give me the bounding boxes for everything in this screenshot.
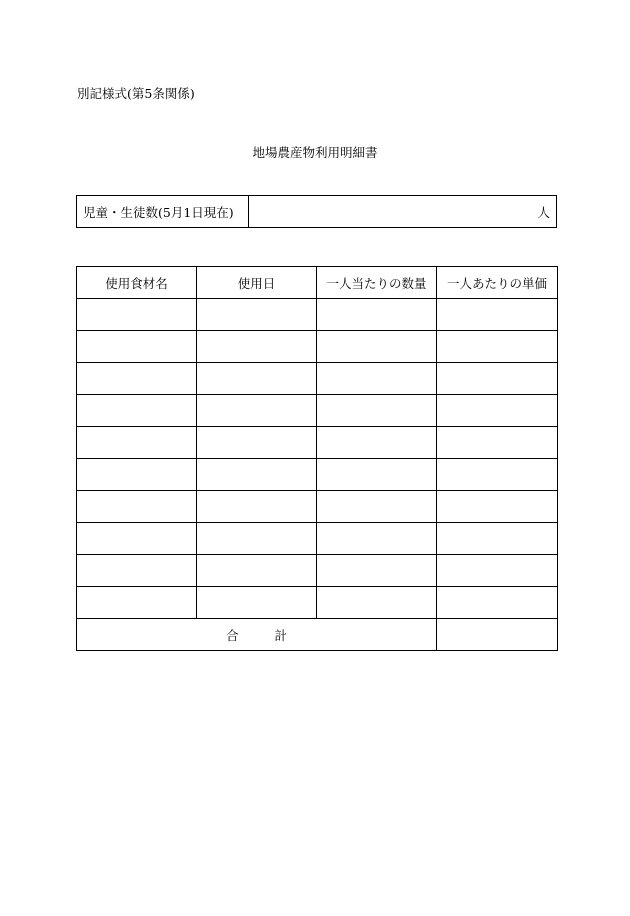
ingredient-detail-table (76, 266, 558, 651)
table-row (77, 523, 558, 555)
quantity-cell[interactable] (317, 459, 437, 491)
ingredient-name-cell[interactable] (77, 363, 197, 395)
quantity-cell[interactable] (317, 395, 437, 427)
ingredient-name-cell[interactable] (77, 587, 197, 619)
ingredient-name-cell[interactable] (77, 427, 197, 459)
total-label-right: 計 (274, 627, 288, 643)
quantity-cell[interactable] (317, 331, 437, 363)
usage-date-cell[interactable] (197, 395, 317, 427)
unit-price-cell[interactable] (437, 459, 558, 491)
table-row (77, 363, 558, 395)
ingredient-name-cell[interactable] (77, 555, 197, 587)
usage-date-cell[interactable] (197, 523, 317, 555)
table-row (77, 299, 558, 331)
total-label (77, 619, 437, 651)
table-row (77, 395, 558, 427)
unit-price-cell[interactable] (437, 491, 558, 523)
table-row (77, 555, 558, 587)
header-ingredient-name: 使用食材名 (77, 267, 197, 299)
unit-price-cell[interactable] (437, 523, 558, 555)
total-value-cell[interactable] (437, 619, 558, 651)
usage-date-cell[interactable] (197, 299, 317, 331)
quantity-cell[interactable] (317, 523, 437, 555)
table-row (77, 491, 558, 523)
ingredient-name-cell[interactable] (77, 299, 197, 331)
unit-price-cell[interactable] (437, 331, 558, 363)
unit-price-cell[interactable] (437, 395, 558, 427)
total-row (77, 619, 558, 651)
unit-price-cell[interactable] (437, 299, 558, 331)
unit-price-cell[interactable] (437, 363, 558, 395)
ingredient-name-cell[interactable] (77, 331, 197, 363)
unit-price-cell[interactable] (437, 587, 558, 619)
table-row (77, 459, 558, 491)
table-row (77, 587, 558, 619)
header-quantity-per-person: 一人当たりの数量 (317, 267, 437, 299)
quantity-cell[interactable] (317, 491, 437, 523)
document-title: 地場農産物利用明細書 (252, 145, 378, 160)
header-unit-price-per-person: 一人あたりの単価 (437, 267, 558, 299)
table-row (77, 331, 558, 363)
unit-price-cell[interactable] (437, 555, 558, 587)
unit-price-cell[interactable] (437, 427, 558, 459)
usage-date-cell[interactable] (197, 363, 317, 395)
usage-date-cell[interactable] (197, 459, 317, 491)
ingredient-name-cell[interactable] (77, 491, 197, 523)
student-count-unit: 人 (537, 204, 550, 220)
usage-date-cell[interactable] (197, 427, 317, 459)
student-count-table (76, 195, 557, 228)
table-row (77, 427, 558, 459)
usage-date-cell[interactable] (197, 587, 317, 619)
quantity-cell[interactable] (317, 299, 437, 331)
total-label-left: 合 (225, 627, 239, 643)
ingredient-name-cell[interactable] (77, 395, 197, 427)
header-usage-date: 使用日 (197, 267, 317, 299)
usage-date-cell[interactable] (197, 491, 317, 523)
quantity-cell[interactable] (317, 555, 437, 587)
student-count-value-cell[interactable] (249, 196, 557, 228)
quantity-cell[interactable] (317, 427, 437, 459)
table-header-row (77, 267, 558, 299)
usage-date-cell[interactable] (197, 331, 317, 363)
ingredient-name-cell[interactable] (77, 523, 197, 555)
quantity-cell[interactable] (317, 363, 437, 395)
usage-date-cell[interactable] (197, 555, 317, 587)
ingredient-name-cell[interactable] (77, 459, 197, 491)
student-count-row (77, 196, 557, 228)
form-label: 別記様式(第5条関係) (77, 86, 195, 101)
quantity-cell[interactable] (317, 587, 437, 619)
student-count-label: 児童・生徒数(5月1日現在) (77, 196, 249, 228)
